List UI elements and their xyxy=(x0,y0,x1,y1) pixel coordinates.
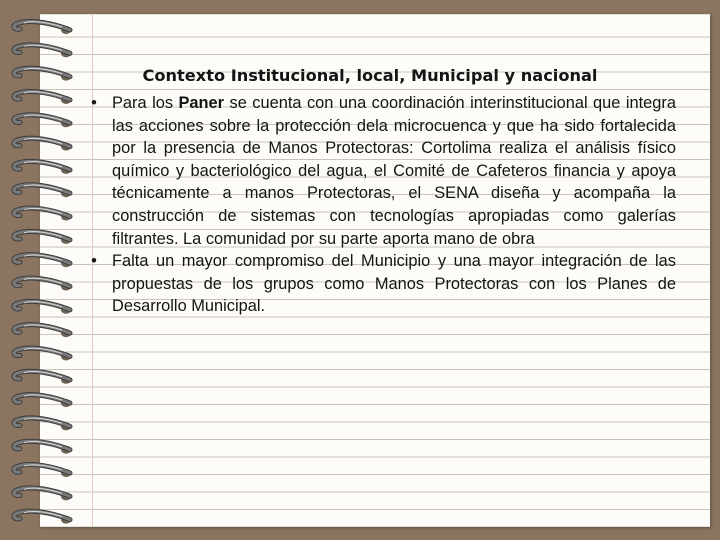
spiral-ring xyxy=(14,348,71,360)
spiral-ring xyxy=(14,325,71,337)
bullet-list xyxy=(88,92,676,318)
spiral-ring xyxy=(14,231,71,243)
spiral-ring xyxy=(14,511,71,523)
spiral-ring xyxy=(14,161,71,173)
bullet-item xyxy=(88,92,676,250)
spiral-ring xyxy=(14,418,71,430)
spiral-ring xyxy=(14,441,71,453)
spiral-ring xyxy=(14,208,71,220)
bullet-item xyxy=(88,250,676,318)
spiral-ring xyxy=(14,22,71,34)
bullet-text: Falta un mayor compromiso del Municipio y una mayor integración de las propuestas de los grupos como Manos Protectoras con los Planes de Desarrollo Municipal. xyxy=(112,252,676,316)
bullet-marker: • xyxy=(91,94,97,112)
spiral-ring xyxy=(14,371,71,383)
spiral-ring xyxy=(14,488,71,500)
spiral-ring xyxy=(14,138,71,150)
spiral-ring xyxy=(14,185,71,197)
bullet-marker: • xyxy=(91,252,97,271)
slide-title: Contexto Institucional, local, Municipal y nacional xyxy=(142,66,598,85)
bullet-text-bold: Paner xyxy=(178,94,225,112)
spiral-ring xyxy=(14,255,71,267)
spiral-ring xyxy=(14,115,71,127)
bullet-text-start: Para los xyxy=(112,94,179,112)
spiral-ring xyxy=(14,278,71,290)
spiral-ring xyxy=(14,45,71,57)
spiral-ring xyxy=(14,465,71,477)
spiral-ring xyxy=(14,91,71,103)
bullet-text-end: se cuenta con una coordinación interinstitucional que integra las acciones sobre la protección dela microcuenca y que ha sido fortalecida por la presencia de Manos Protectoras: Cortolima realiza el análisis físico químico y bacteriológico del agua, el Comité de Cafeteros financia y apoya técnicamente a manos Protectoras, el SENA diseña y acompaña la construcción de sistemas con tecnologías apropiadas como galerías filtrantes. La comunidad por su parte aporta mano de obra xyxy=(112,94,676,248)
spiral-binding-icon xyxy=(0,14,90,527)
spiral-ring xyxy=(14,395,71,407)
spiral-ring xyxy=(14,301,71,313)
